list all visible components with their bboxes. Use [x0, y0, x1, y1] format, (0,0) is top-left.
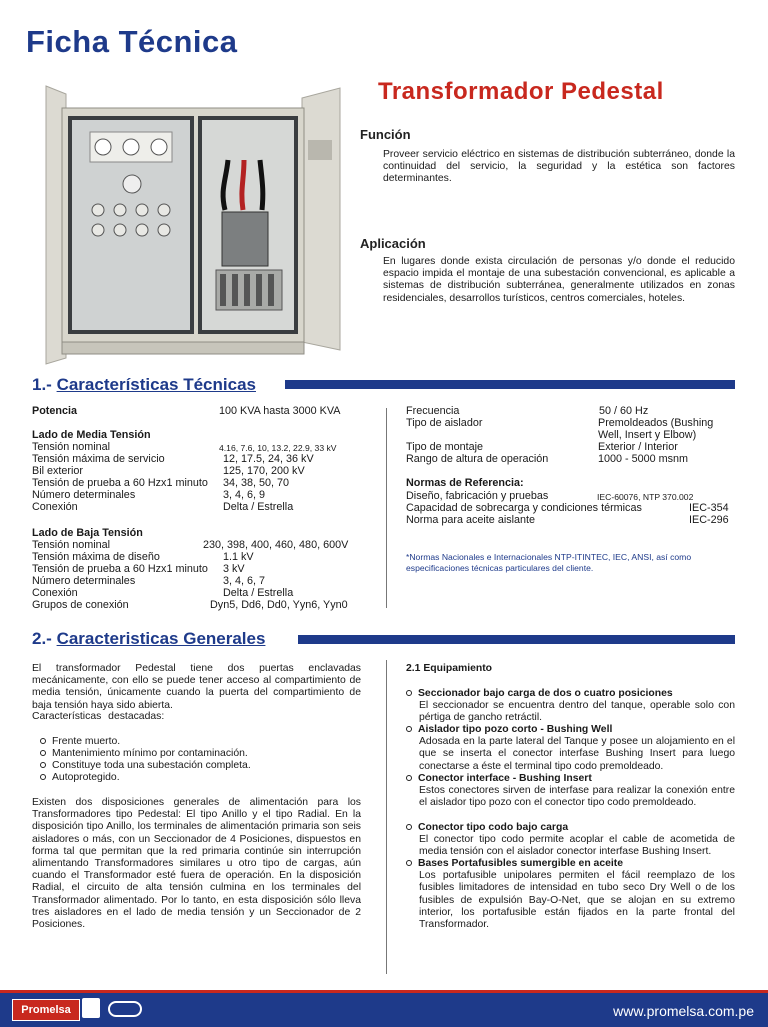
- aplicacion-heading: Aplicación: [360, 236, 426, 251]
- spec-value: Delta / Estrella: [223, 587, 294, 599]
- bullet-icon: [40, 738, 46, 744]
- spec-label: Potencia: [32, 405, 78, 417]
- section1-heading: [32, 375, 256, 395]
- equipment-desc: El seccionador se encuentra dentro del tanque, operable solo con pértiga de gancho retráctil.: [419, 700, 735, 724]
- equipment-desc: El conector tipo codo permite acoplar el cable de acometida de media tensión con el aislador conector interfase Bushing Insert.: [419, 834, 735, 858]
- bullet-icon: [40, 750, 46, 756]
- equipment-name: [406, 688, 736, 700]
- bullet-icon: [406, 726, 412, 732]
- spec-value: 34, 38, 50, 70: [223, 477, 290, 489]
- bullet-icon: [406, 860, 412, 866]
- spec-label: Lado de Media Tensión: [32, 429, 151, 441]
- spec-value: 50 / 60 Hz: [599, 405, 649, 417]
- highlight-text: Frente muerto.: [52, 736, 121, 747]
- highlight-text: Autoprotegido.: [52, 772, 120, 783]
- highlights-label: Características destacadas:: [32, 711, 165, 722]
- spec-label: Rango de altura de operación: [406, 453, 549, 465]
- spec-value: Premoldeados (Bushing: [598, 417, 714, 429]
- spec-value: Dyn5, Dd6, Dd0, Yyn6, Yyn0: [210, 599, 348, 611]
- equipment-desc: Estos conectores sirven de interfase para realizar la conexión entre el aislador tipo pozo con el conector tipo codo premoldeado.: [419, 785, 735, 809]
- spec-label: Tensión máxima de diseño: [32, 551, 160, 563]
- standards-note: *Normas Nacionales e Internacionales NTP-ITINTEC, IEC, ANSI, así como especificaciones técnicas particulares del cliente.: [406, 552, 692, 573]
- general-body: Existen dos disposiciones generales de alimentación para los Transformadores tipo Pedestal: El tipo Anillo y el tipo Radial. En la disposición tipo Anillo, los terminales de alimentación primaria son seis aisladores o más, con un Seccionador de 4 Posiciones, dispuestos en forma tal que permitan que la red primaria continúe sin interrupción alimentando Transformadores similares u otro tipo de cargas, aún cuando el Transformador esté fuera de operación. En la disposición Radial, el circuito de alta tensión culmina en los terminales del Transformador alimentado. Por lo tanto, en esta disposición sólo lleva tres aisladores en el lado de media tensión y un Seccionador de 2 Posiciones.: [32, 797, 361, 931]
- funcion-text: Proveer servicio eléctrico en sistemas de distribución subterráneo, donde la continuidad del servicio, la seguridad y la estética son factores determinantes.: [383, 149, 735, 185]
- equipment-name-text: Conector tipo codo bajo carga: [418, 822, 569, 833]
- spec-label: Tipo de aislador: [406, 417, 483, 429]
- promelsa-logo: Promelsa: [12, 999, 80, 1021]
- spec-value: 3, 4, 6, 9: [223, 489, 266, 501]
- equipment-desc: Los portafusible unipolares permiten el fácil reemplazo de los fusibles limitadores de intensidad en tubo seco Dry Well o de los fusibles de expulsión Bay-O-Net, que se alojan en su extremo interior, los portafusible están fijados en la parte frontal del Transformador.: [419, 870, 735, 931]
- transformer-photo: [40, 80, 345, 368]
- page-title: Ficha Técnica: [26, 24, 238, 59]
- equipment-desc: Adosada en la parte lateral del Tanque y posee un alojamiento en el que se inserta el conector interfase Bushing Insert para luego conectarse a éste el terminal tipo codo premoldeado.: [419, 736, 735, 772]
- spec-value: Delta / Estrella: [223, 501, 294, 513]
- spec-label: Norma para aceite aislante: [406, 514, 536, 526]
- bullet-icon: [406, 690, 412, 696]
- spec-value: 125, 170, 200 kV: [223, 465, 305, 477]
- highlight-item: [40, 772, 120, 784]
- spec-value: IEC-60076, NTP 370.002: [597, 492, 694, 502]
- spec-value: 4.16, 7.6, 10, 13.2, 22.9, 33 kV: [219, 443, 337, 453]
- column-divider: [386, 408, 387, 608]
- equipment-name-text: Bases Portafusibles sumergible en aceite: [418, 858, 624, 869]
- spec-label: Grupos de conexión: [32, 599, 129, 611]
- spec-value: 230, 398, 400, 460, 480, 600V: [203, 539, 349, 551]
- spec-value: 3 kV: [223, 563, 245, 575]
- spec-label: Conexión: [32, 587, 78, 599]
- spec-label: Tensión máxima de servicio: [32, 453, 165, 465]
- highlight-item: [40, 760, 251, 772]
- aplicacion-text: En lugares donde exista circulación de personas y/o donde el reducido espacio impida el montaje de una subestación convencional, es aplicable a sistemas de distribución subterránea, generalmente utilizados en zonas residenciales, desarrollos turísticos, centros comerciales, hoteles.: [383, 256, 735, 304]
- spec-label: Tensión nominal: [32, 441, 111, 453]
- general-intro: El transformador Pedestal tiene dos puertas enclavadas mecánicamente, con ello se puede tener acceso al compartimiento de media tensión, únicamente cuando la puerta del compartimiento de baja tensión haya sido abierta.: [32, 663, 361, 711]
- bullet-icon: [40, 762, 46, 768]
- spec-value: IEC-296: [689, 514, 729, 526]
- spec-value: 3, 4, 6, 7: [223, 575, 266, 587]
- spec-label: Lado de Baja Tensión: [32, 527, 143, 539]
- footer: [0, 990, 768, 1027]
- brand-icon: [108, 1001, 142, 1017]
- column-divider-2: [386, 660, 387, 974]
- bullet-icon: [40, 774, 46, 780]
- equipment-name: [406, 858, 736, 870]
- spec-label: Tensión de prueba a 60 Hzx1 minuto: [32, 477, 208, 489]
- spec-label: Tensión nominal: [32, 539, 111, 551]
- spec-value: 12, 17.5, 24, 36 kV: [223, 453, 314, 465]
- spec-value: Exterior / Interior: [598, 441, 678, 453]
- spec-label: Bil exterior: [32, 465, 84, 477]
- spec-label: Normas de Referencia:: [406, 477, 524, 489]
- spec-label: Diseño, fabricación y pruebas: [406, 490, 549, 502]
- funcion-heading: Función: [360, 127, 411, 142]
- product-title: Transformador Pedestal: [378, 78, 664, 105]
- spec-label: Número determinales: [32, 489, 136, 501]
- spec-label: Número determinales: [32, 575, 136, 587]
- spec-value: 1.1 kV: [223, 551, 254, 563]
- spec-value: 100 KVA hasta 3000 KVA: [219, 405, 341, 417]
- section1-number: 1.-: [32, 375, 52, 394]
- spec-label: Tensión de prueba a 60 Hzx1 minuto: [32, 563, 208, 575]
- equipment-heading: 2.1 Equipamiento: [406, 663, 493, 674]
- equipment-name-text: Seccionador bajo carga de dos o cuatro posiciones: [418, 688, 673, 699]
- spec-label: Capacidad de sobrecarga y condiciones térmicas: [406, 502, 642, 514]
- spec-label: Conexión: [32, 501, 78, 513]
- spec-value: Well, Insert y Elbow): [598, 429, 697, 441]
- section1-title: Características Técnicas: [56, 375, 256, 394]
- section2-number: 2.-: [32, 629, 52, 648]
- highlight-item: [40, 748, 248, 760]
- spec-label: Frecuencia: [406, 405, 460, 417]
- section2-heading: [32, 629, 265, 649]
- spec-value: 1000 - 5000 msnm: [598, 453, 689, 465]
- highlight-text: Constituye toda una subestación completa.: [52, 760, 251, 771]
- equipment-name: [406, 724, 736, 736]
- highlight-item: [40, 736, 120, 748]
- highlight-text: Mantenimiento mínimo por contaminación.: [52, 748, 248, 759]
- equipment-name-text: Aislador tipo pozo corto - Bushing Well: [418, 724, 613, 735]
- bullet-icon: [406, 824, 412, 830]
- section2-bar: [298, 635, 735, 644]
- equipment-name: [406, 822, 736, 834]
- certification-icon: [82, 998, 100, 1018]
- equipment-name-text: Conector interface - Bushing Insert: [418, 773, 592, 784]
- section1-bar: [285, 380, 735, 389]
- equipment-name: [406, 773, 736, 785]
- spec-label: Tipo de montaje: [406, 441, 484, 453]
- spec-value: IEC-354: [689, 502, 729, 514]
- bullet-icon: [406, 775, 412, 781]
- section2-title: Caracteristicas Generales: [56, 629, 266, 648]
- website-link[interactable]: www.promelsa.com.pe: [613, 1003, 754, 1019]
